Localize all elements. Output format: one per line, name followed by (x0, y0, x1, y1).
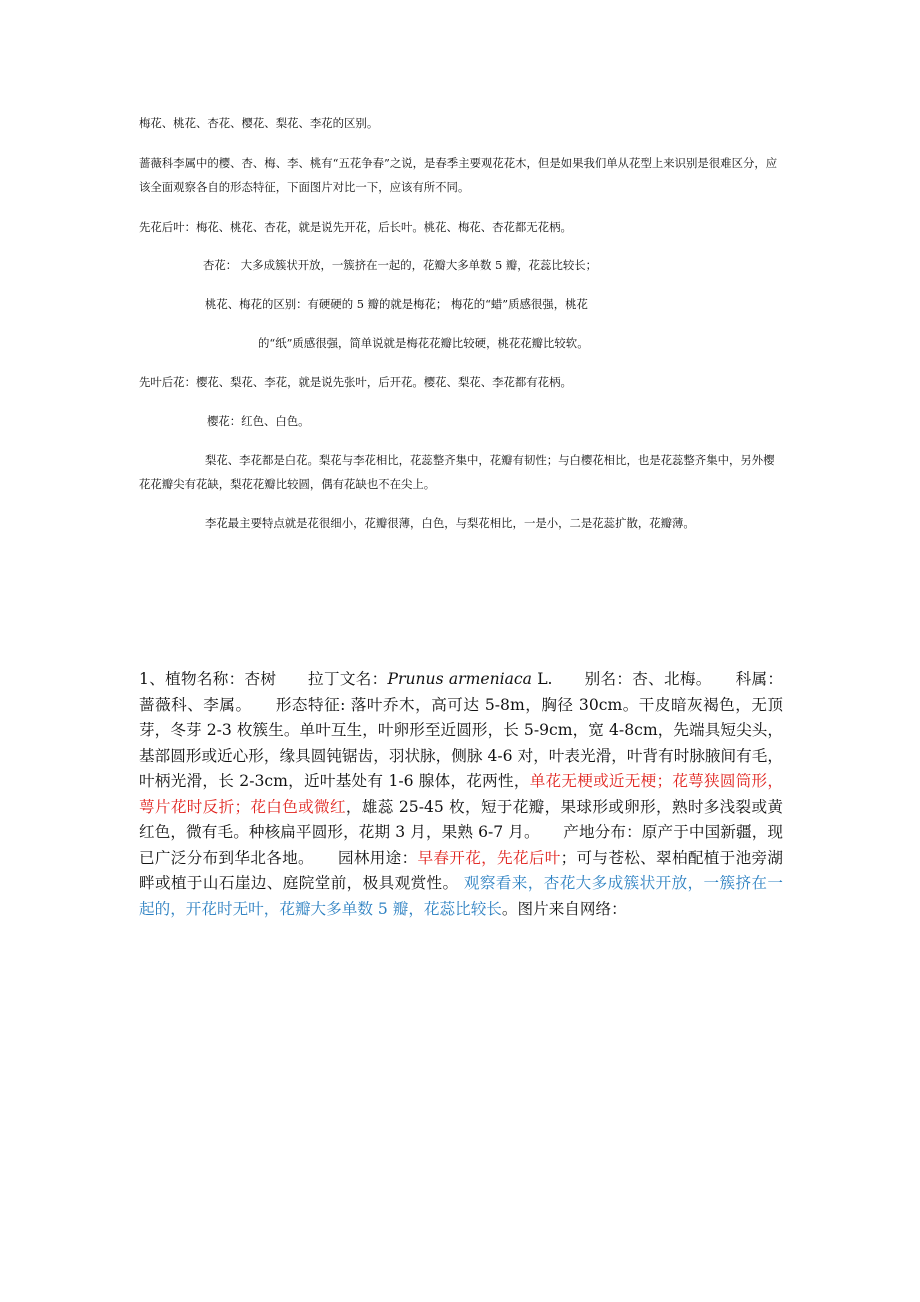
cherry-paragraph: 樱花：红色、白色。 (207, 414, 310, 428)
plum-paragraph: 李花最主要特点就是花很细小，花瓣很薄，白色，与梨花相比，一是小，二是花蕊扩散，花瓣薄。 (205, 516, 695, 530)
intro-line-1: 蔷薇科李属中的樱、杏、梅、李、桃有“五花争春”之说，是春季主要观花花木，但是如果我们单从花型上来识别是很难区分，应 (139, 156, 778, 170)
entry-text-2: L. 别名：杏、北梅。 科属：蔷薇科、李属。 形态特征: 落叶乔木，高可达 5-8m，胸径 30cm。干皮暗灰褐色，无顶芽，冬芽 2-3 枚簇生。单叶互生，叶卵形至近圆形，长 5-9cm，宽 4-8cm，先端具短尖头，基部圆形或近心形，缘具圆钝锯齿，羽状脉，侧脉 4-6 对，叶表光滑，叶背有时脉腋间有毛，叶柄光滑，长 2-3cm，近叶基处有 1-6 腺体，花两性， (139, 670, 783, 790)
intro-line-2: 该全面观察各自的形态特征，下面图片对比一下，应该有所不同。 (139, 180, 470, 194)
entry-text-4: ；可与苍松、翠柏配植于池旁湖畔或植于山石崖边、庭院堂前，极具观赏性。 (139, 848, 783, 892)
leaf-first-paragraph: 先叶后花：樱花、梨花、李花，就是说先张叶，后开花。樱花、梨花、李花都有花柄。 (139, 375, 572, 389)
entry-text-1: 1、植物名称：杏树 拉丁文名： (139, 670, 388, 688)
highlight-red-flower-features: 单花无梗或近无梗；花萼狭圆筒形，萼片花时反折；花白色或微红 (139, 772, 783, 816)
apricot-entry-paragraph (139, 667, 783, 922)
peach-plum-line-2: 的“纸”质感很强，简单说就是梅花花瓣比较硬，桃花花瓣比较软。 (258, 336, 589, 350)
apricot-paragraph: 杏花： 大多成簇状开放，一簇挤在一起的，花瓣大多单数 5 瓣，花蕊比较长； (203, 258, 598, 272)
pear-line-2: 花花瓣尖有花缺，梨花花瓣比较圆，偶有花缺也不在尖上。 (139, 477, 436, 491)
highlight-blue-observation: 观察看来，杏花大多成簇状开放，一簇挤在一起的，开花时无叶，花瓣大多单数 5 瓣，花蕊比较长 (139, 874, 783, 918)
latin-name: Prunus armeniaca (387, 670, 532, 688)
pear-line-1: 梨花、李花都是白花。梨花与李花相比，花蕊整齐集中，花瓣有韧性；与白樱花相比，也是花蕊整齐集中，另外樱 (205, 453, 775, 467)
peach-plum-line-1: 桃花、梅花的区别：有硬硬的 5 瓣的就是梅花； 梅花的“蜡”质感很强，桃花 (205, 297, 588, 311)
highlight-red-bloom-order: 早春开花，先花后叶 (417, 848, 561, 867)
flower-first-paragraph: 先花后叶：梅花、桃花、杏花，就是说先开花，后长叶。桃花、梅花、杏花都无花柄。 (139, 220, 572, 234)
entry-text-3: ，雄蕊 25-45 枚，短于花瓣，果球形或卵形，熟时多浅裂或黄红色，微有毛。种核扁平圆形，花期 3 月，果熟 6-7 月。 产地分布：原产于中国新疆，现已广泛分布到华北各地。 园林用途： (139, 797, 783, 867)
entry-text-5: 。图片来自网络： (501, 899, 627, 918)
document-title: 梅花、桃花、杏花、樱花、梨花、李花的区别。 (139, 116, 379, 130)
